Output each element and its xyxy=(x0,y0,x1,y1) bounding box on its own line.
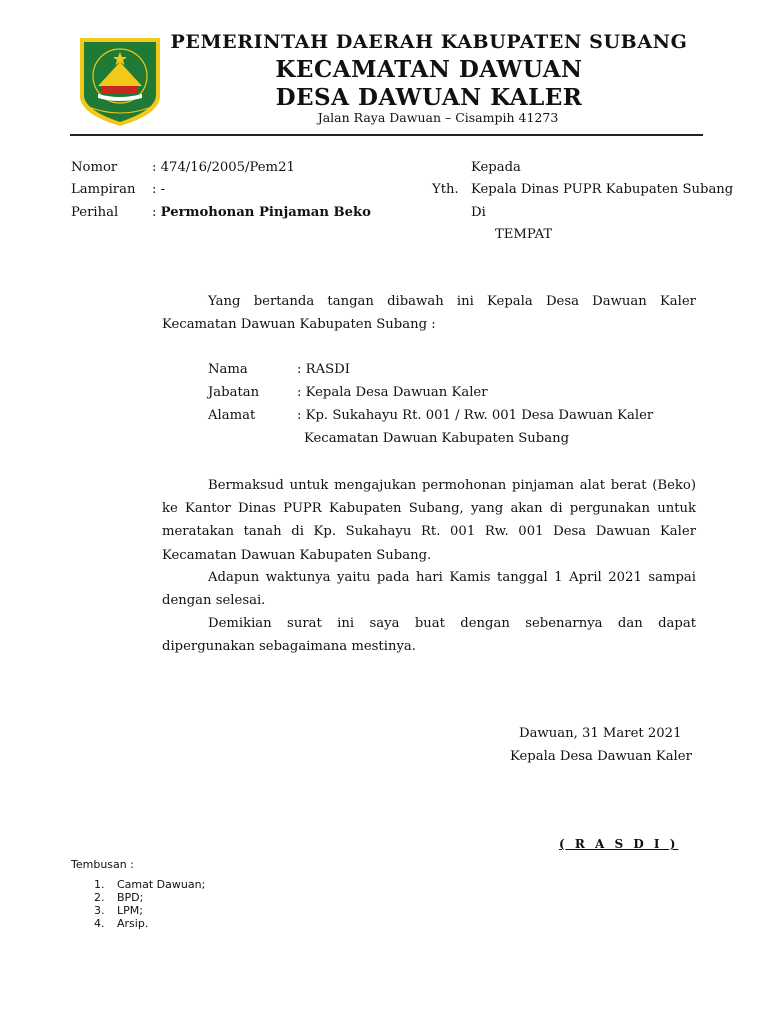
letterhead-desa: DESA DAWUAN KALER xyxy=(275,84,583,111)
letterhead-divider xyxy=(70,134,703,136)
nama-label: Nama xyxy=(208,362,248,377)
nama-value: : RASDI xyxy=(297,362,350,377)
letterhead-kecamatan: KECAMATAN DAWUAN xyxy=(275,56,583,83)
alamat-value-line2: Kecamatan Dawuan Kabupaten Subang xyxy=(304,431,570,446)
recipient-kepada: Kepada xyxy=(471,160,521,175)
purpose-paragraph: Bermaksud untuk mengajukan permohonan pinjaman alat berat (Beko) ke Kantor Dinas PUPR Kabupaten Subang, yang akan di pergunakan untuk meratakan tanah di Kp. Sukahayu Rt. 001 Rw. 001 Desa Dawuan Kaler Kecamatan Dawuan Kabupaten Subang. xyxy=(162,478,696,563)
letterhead-address: Jalan Raya Dawuan – Cisampih 41273 xyxy=(317,110,559,125)
signature-date: Dawuan, 31 Maret 2021 xyxy=(519,726,682,741)
tembusan-item: LPM; xyxy=(117,904,143,917)
alamat-label: Alamat xyxy=(208,408,256,423)
tembusan-num: 2. xyxy=(94,891,105,904)
tembusan-num: 3. xyxy=(94,904,105,917)
nomor-label: Nomor xyxy=(71,160,118,175)
jabatan-label: Jabatan xyxy=(208,385,260,400)
recipient-place: TEMPAT xyxy=(495,227,553,242)
tembusan-num: 1. xyxy=(94,878,105,891)
recipient-yth: Yth. xyxy=(432,182,459,197)
schedule-paragraph: Adapun waktunya yaitu pada hari Kamis tanggal 1 April 2021 sampai dengan selesai. xyxy=(162,570,696,609)
signature-name: ( R A S D I ) xyxy=(559,837,679,851)
tembusan-num: 4. xyxy=(94,917,105,930)
tembusan-item: Camat Dawuan; xyxy=(117,878,206,891)
tembusan-label: Tembusan : xyxy=(71,858,134,871)
intro-paragraph: Yang bertanda tangan dibawah ini Kepala Desa Dawuan Kaler Kecamatan Dawuan Kabupaten Subang : xyxy=(162,294,696,333)
recipient-name: Kepala Dinas PUPR Kabupaten Subang xyxy=(471,182,734,197)
alamat-value-line1: : Kp. Sukahayu Rt. 001 / Rw. 001 Desa Dawuan Kaler xyxy=(297,408,654,423)
jabatan-value: : Kepala Desa Dawuan Kaler xyxy=(297,385,488,400)
perihal-value: : Permohonan Pinjaman Beko xyxy=(152,205,371,220)
nomor-value: : 474/16/2005/Pem21 xyxy=(152,160,295,175)
tembusan-item: BPD; xyxy=(117,891,144,904)
tembusan-item: Arsip. xyxy=(117,917,149,930)
perihal-label: Perihal xyxy=(71,205,119,220)
lampiran-value: : - xyxy=(152,182,166,197)
letterhead-government: PEMERINTAH DAERAH KABUPATEN SUBANG xyxy=(170,31,688,53)
recipient-di: Di xyxy=(471,205,486,220)
lampiran-label: Lampiran xyxy=(71,182,136,197)
closing-paragraph: Demikian surat ini saya buat dengan sebenarnya dan dapat dipergunakan sebagaimana mestinya. xyxy=(162,616,696,655)
signature-title: Kepala Desa Dawuan Kaler xyxy=(510,749,692,764)
